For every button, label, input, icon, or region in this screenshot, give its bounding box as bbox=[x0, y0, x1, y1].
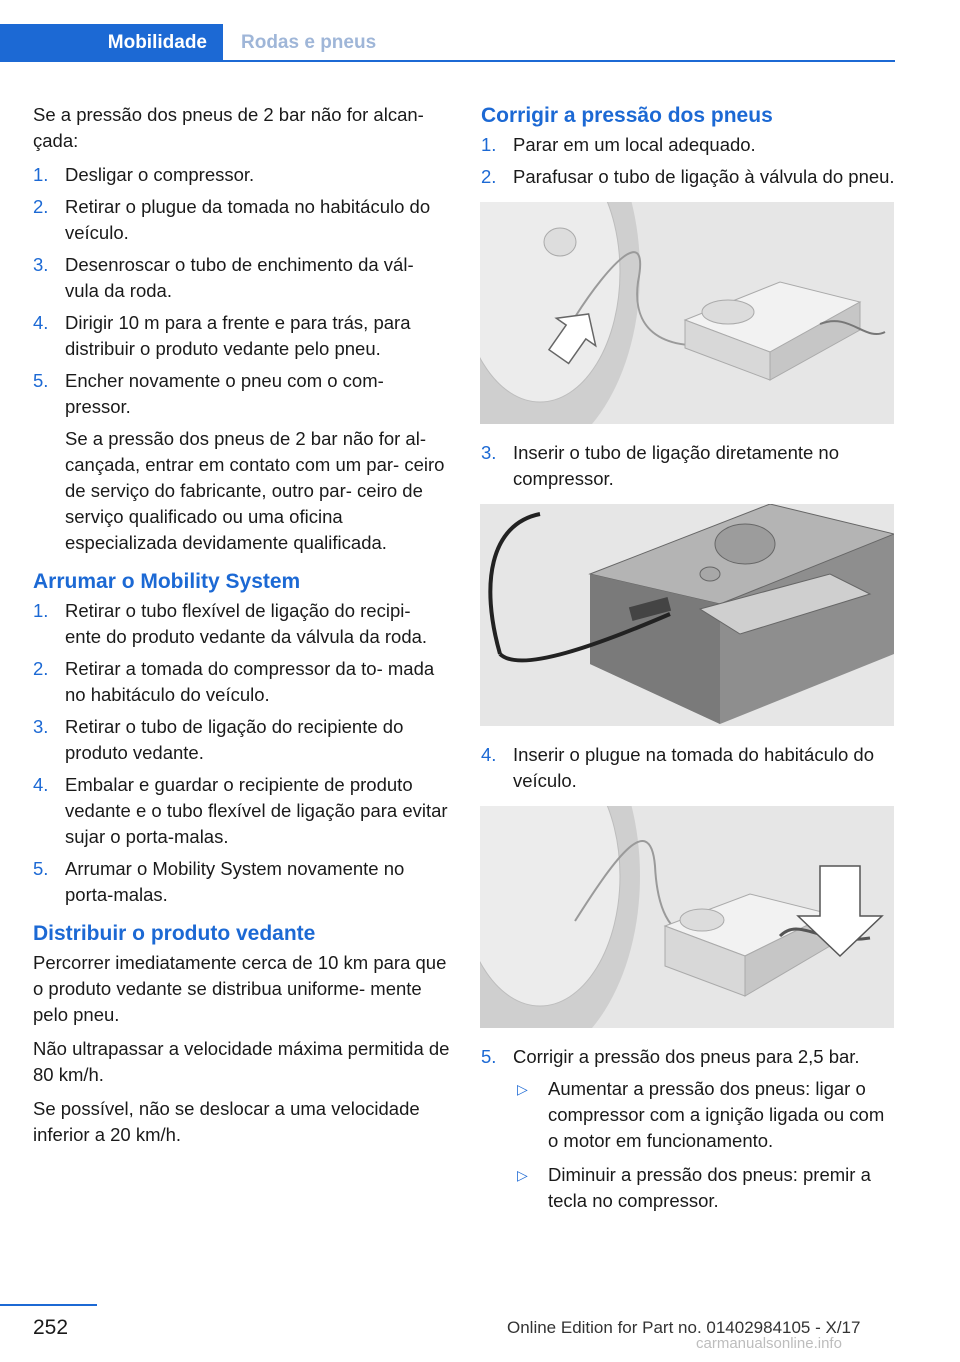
step-number: 3. bbox=[33, 254, 49, 275]
step-text: Encher novamente o pneu com o com- pressor. bbox=[65, 370, 384, 417]
steps-list-1 bbox=[33, 162, 451, 556]
list-item bbox=[33, 598, 451, 650]
list-item bbox=[481, 1044, 895, 1214]
list-item bbox=[513, 1076, 895, 1154]
left-column bbox=[33, 102, 451, 1156]
step-number: 4. bbox=[481, 744, 497, 765]
step-text: Retirar o tubo flexível de ligação do recipi- ente do produto vedante da válvula da roda. bbox=[65, 600, 428, 647]
tire-valve-illustration bbox=[480, 202, 894, 424]
compressor-plug-illustration bbox=[480, 806, 894, 1028]
list-item bbox=[33, 856, 451, 908]
list-item bbox=[33, 252, 451, 304]
step-number: 5. bbox=[33, 858, 49, 879]
tab-rodas-e-pneus[interactable]: Rodas e pneus bbox=[241, 32, 377, 53]
step-text: Dirigir 10 m para a frente e para trás, para distribuir o produto vedante pelo pneu. bbox=[65, 312, 411, 359]
tab-mobilidade[interactable]: Mobilidade bbox=[0, 24, 223, 62]
right-column bbox=[481, 102, 895, 1222]
step-note: Se a pressão dos pneus de 2 bar não for al- cançada, entrar em contato com um par- ceiro de serviço do fabricante, outro par- ceiro de serviço qualificado ou uma oficina especializada devidamente qualificada. bbox=[65, 428, 445, 553]
triangle-bullet-icon: ▷ bbox=[517, 1167, 528, 1183]
compressor-illustration bbox=[480, 504, 894, 726]
page-header bbox=[0, 24, 895, 62]
list-item bbox=[33, 368, 451, 556]
step-text: Retirar o plugue da tomada no habitáculo do veículo. bbox=[65, 196, 431, 243]
triangle-bullet-icon: ▷ bbox=[517, 1081, 528, 1097]
step-number: 5. bbox=[481, 1046, 497, 1067]
paragraph: Se possível, não se deslocar a uma velocidade inferior a 20 km/h. bbox=[33, 1098, 420, 1145]
figure-hose-on-valve bbox=[480, 202, 894, 424]
list-item bbox=[33, 310, 451, 362]
list-item bbox=[481, 132, 895, 158]
step-text: Retirar o tubo de ligação do recipiente do produto vedante. bbox=[65, 716, 404, 763]
figure-plug-in-socket bbox=[480, 806, 894, 1028]
step-text: Desenroscar o tubo de enchimento da vál- vula da roda. bbox=[65, 254, 414, 301]
step-number: 5. bbox=[33, 370, 49, 391]
step-number: 4. bbox=[33, 774, 49, 795]
list-item bbox=[33, 162, 451, 188]
list-item bbox=[33, 656, 451, 708]
step-text: Parar em um local adequado. bbox=[513, 134, 756, 155]
step-text: Arrumar o Mobility System novamente no porta-malas. bbox=[65, 858, 405, 905]
step-text: Desligar o compressor. bbox=[65, 164, 255, 185]
list-item bbox=[513, 1162, 895, 1214]
watermark: carmanualsonline.info bbox=[696, 1335, 842, 1352]
step-number: 1. bbox=[481, 134, 497, 155]
step-number: 2. bbox=[33, 196, 49, 217]
step-number: 4. bbox=[33, 312, 49, 333]
step-text: Inserir o tubo de ligação diretamente no compressor. bbox=[513, 442, 840, 489]
section-title-distribuir: Distribuir o produto vedante bbox=[33, 922, 316, 945]
step-text: Inserir o plugue na tomada do habitáculo do veículo. bbox=[513, 744, 875, 791]
step-text: Corrigir a pressão dos pneus para 2,5 bar. bbox=[513, 1046, 860, 1067]
steps-list-3a bbox=[481, 132, 895, 190]
intro-text: Se a pressão dos pneus de 2 bar não for alcan- çada: bbox=[33, 104, 424, 151]
step-number: 2. bbox=[481, 166, 497, 187]
list-item bbox=[481, 440, 895, 492]
bullet-text: Diminuir a pressão dos pneus: premir a tecla no compressor. bbox=[548, 1164, 871, 1211]
bullet-text: Aumentar a pressão dos pneus: ligar o compressor com a ignição ligada ou com o motor em funcionamento. bbox=[548, 1078, 885, 1151]
page-number: 252 bbox=[33, 1316, 69, 1339]
step-text: Parafusar o tubo de ligação à válvula do pneu. bbox=[513, 166, 895, 187]
step-number: 1. bbox=[33, 164, 49, 185]
sub-bullet-list bbox=[513, 1076, 895, 1214]
figure-hose-in-compressor bbox=[480, 504, 894, 726]
steps-list-3c bbox=[481, 742, 895, 794]
step-number: 1. bbox=[33, 600, 49, 621]
list-item bbox=[481, 742, 895, 794]
footer-rule bbox=[0, 1304, 97, 1306]
list-item bbox=[33, 714, 451, 766]
step-text: Embalar e guardar o recipiente de produto vedante e o tubo flexível de ligação para evitar sujar o porta-malas. bbox=[65, 774, 448, 847]
section-title-mobility-system: Arrumar o Mobility System bbox=[33, 570, 301, 593]
section-title-corrigir: Corrigir a pressão dos pneus bbox=[481, 104, 773, 127]
paragraph: Percorrer imediatamente cerca de 10 km para que o produto vedante se distribua uniforme- mente pelo pneu. bbox=[33, 952, 447, 1025]
step-number: 2. bbox=[33, 658, 49, 679]
steps-list-3b bbox=[481, 440, 895, 492]
steps-list-2 bbox=[33, 598, 451, 908]
step-text: Retirar a tomada do compressor da to- mada no habitáculo do veículo. bbox=[65, 658, 435, 705]
list-item bbox=[481, 164, 895, 190]
list-item bbox=[33, 194, 451, 246]
steps-list-3d bbox=[481, 1044, 895, 1214]
paragraph: Não ultrapassar a velocidade máxima permitida de 80 km/h. bbox=[33, 1038, 450, 1085]
list-item bbox=[33, 772, 451, 850]
edition-text: Online Edition for Part no. 01402984105 - X/17 bbox=[507, 1318, 861, 1337]
step-number: 3. bbox=[33, 716, 49, 737]
step-number: 3. bbox=[481, 442, 497, 463]
